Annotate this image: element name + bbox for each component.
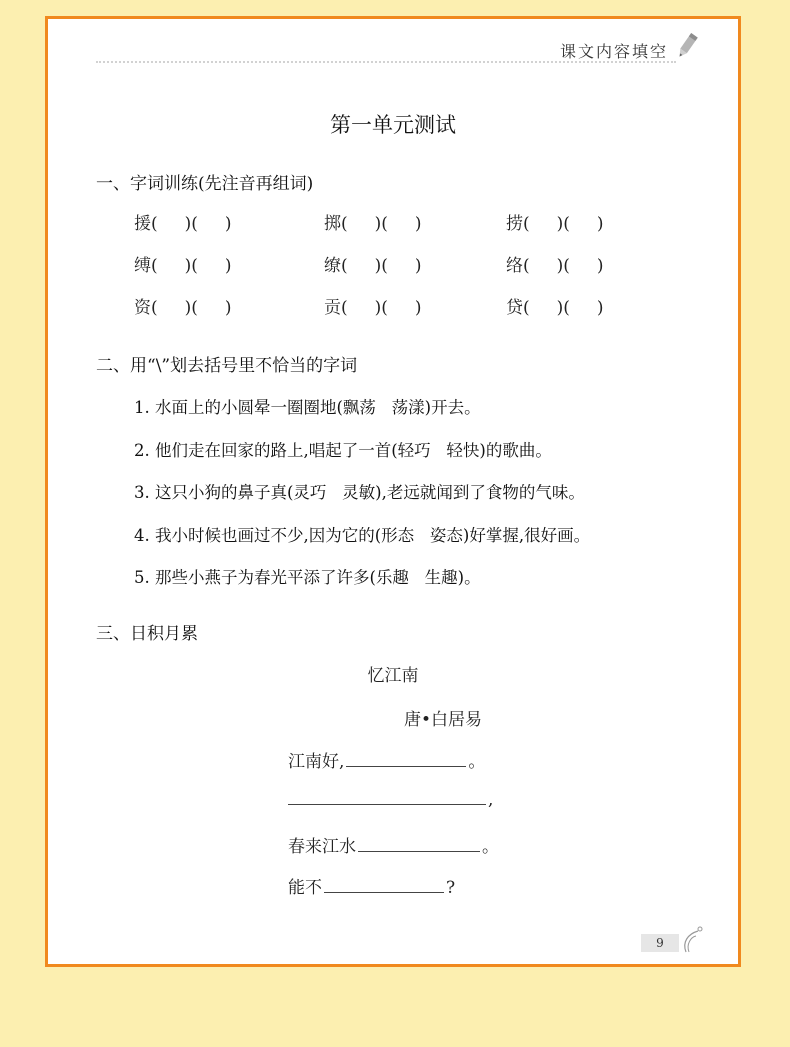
answer-blank[interactable] bbox=[288, 790, 486, 805]
page-number: 9 bbox=[641, 934, 679, 952]
sentence-item: 4. 我小时候也画过不少,因为它的(形态 姿态)好掌握,很好画。 bbox=[134, 525, 591, 545]
char-item: 援( )( ) bbox=[134, 214, 232, 234]
section-2-heading: 二、用“\”划去括号里不恰当的字词 bbox=[96, 356, 358, 376]
poem-line-suffix: ? bbox=[446, 878, 456, 898]
page-title: 第一单元测试 bbox=[330, 113, 456, 137]
char-item: 络( )( ) bbox=[506, 256, 604, 276]
pencil-icon bbox=[674, 31, 700, 61]
poem-line-suffix: 。 bbox=[468, 752, 486, 772]
poem-line-prefix: 江南好, bbox=[288, 752, 345, 772]
section-1-heading: 一、字词训练(先注音再组词) bbox=[96, 174, 314, 194]
char-item: 贷( )( ) bbox=[506, 298, 604, 318]
poem-line-suffix: , bbox=[488, 790, 494, 810]
poem-line bbox=[288, 873, 455, 898]
poem-line bbox=[288, 790, 493, 810]
poem-line-suffix: 。 bbox=[482, 837, 499, 857]
header-divider bbox=[96, 61, 676, 63]
poem-author: 唐•白居易 bbox=[404, 710, 483, 730]
char-item: 缭( )( ) bbox=[324, 256, 422, 276]
poem-line-prefix: 春来江水 bbox=[288, 837, 356, 857]
sentence-item: 5. 那些小燕子为春光平添了许多(乐趣 生趣)。 bbox=[134, 568, 481, 587]
char-item: 缚( )( ) bbox=[134, 256, 232, 276]
answer-blank[interactable] bbox=[324, 878, 444, 893]
poem-line bbox=[288, 832, 499, 857]
char-row bbox=[134, 209, 664, 251]
char-item: 贡( )( ) bbox=[324, 298, 422, 318]
char-item: 捞( )( ) bbox=[506, 214, 604, 234]
swirl-icon bbox=[678, 924, 704, 954]
char-exercise-grid bbox=[134, 209, 664, 335]
answer-blank[interactable] bbox=[346, 752, 466, 767]
worksheet-page bbox=[45, 16, 741, 967]
sentence-item: 2. 他们走在回家的路上,唱起了一首(轻巧 轻快)的歌曲。 bbox=[134, 440, 552, 460]
poem-line-prefix: 能不 bbox=[288, 878, 322, 898]
char-row bbox=[134, 293, 664, 335]
char-row bbox=[134, 251, 664, 293]
sentence-item: 3. 这只小狗的鼻子真(灵巧 灵敏),老远就闻到了食物的气味。 bbox=[134, 483, 585, 502]
poem-title: 忆江南 bbox=[367, 666, 419, 686]
sentence-list bbox=[134, 394, 590, 607]
header-title: 课文内容填空 bbox=[559, 42, 668, 61]
char-item: 资( )( ) bbox=[134, 298, 232, 318]
sentence-item: 1. 水面上的小圆晕一圈圈地(飘荡 荡漾)开去。 bbox=[134, 398, 481, 417]
answer-blank[interactable] bbox=[358, 837, 480, 852]
char-item: 掷( )( ) bbox=[324, 214, 422, 234]
poem-line bbox=[288, 747, 485, 772]
section-3-heading: 三、日积月累 bbox=[96, 624, 198, 644]
